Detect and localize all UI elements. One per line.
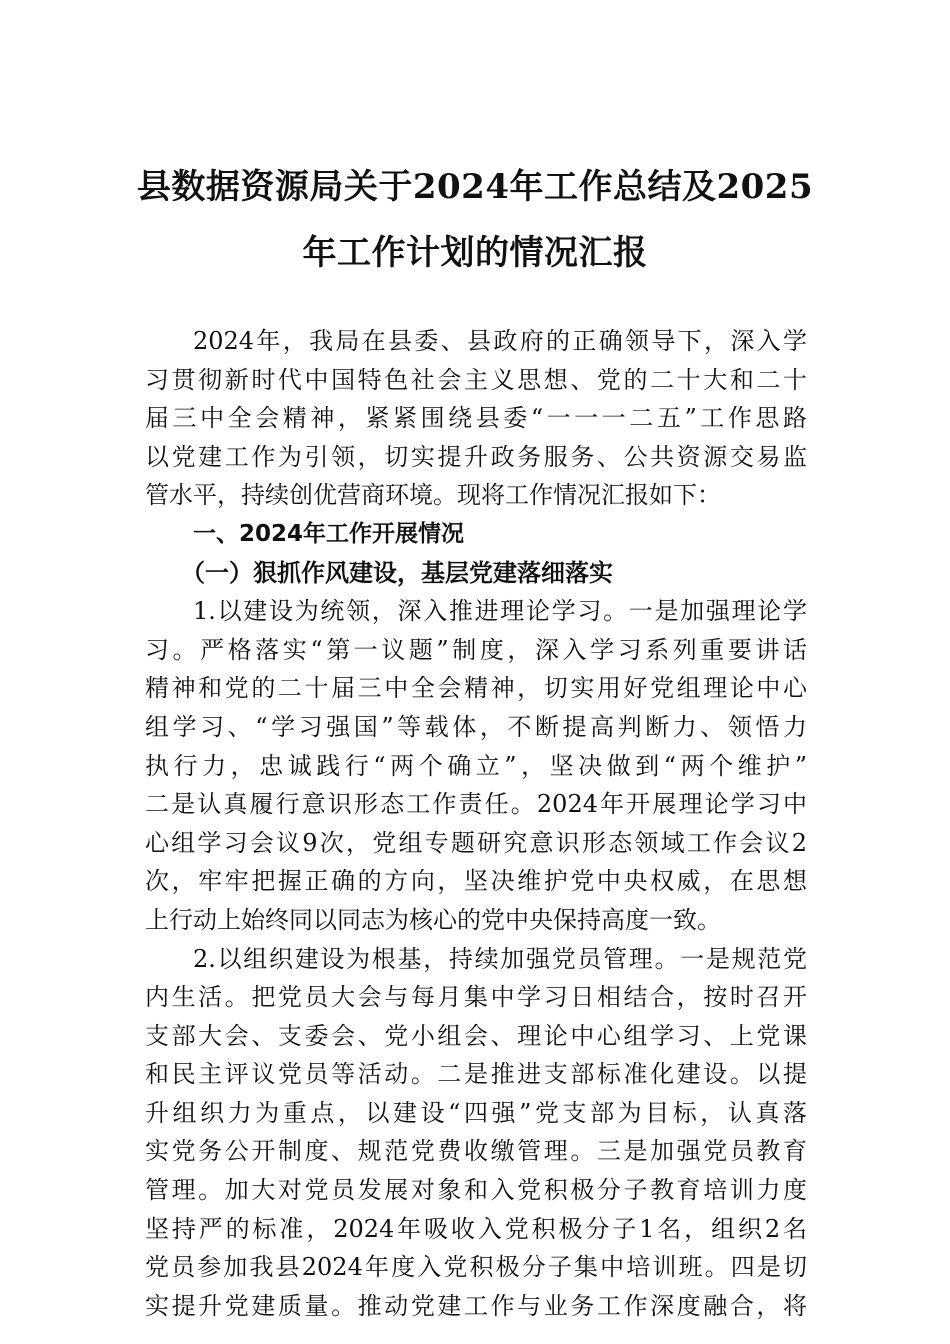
paragraph-line: 管水平，持续创优营商环境。现将工作情况汇报如下： — [145, 481, 721, 510]
paragraph-line: 以党建工作为引领，切实提升政务服务、公共资源交易监 — [145, 442, 807, 471]
section-heading: 一、2024年工作开展情况 — [193, 520, 465, 547]
paragraph-line: 心组学习会议9次，党组专题研究意识形态领域工作会议2 — [145, 828, 807, 857]
paragraph-line: 习贯彻新时代中国特色社会主义思想、党的二十大和二十 — [145, 365, 807, 394]
paragraph-line: 党员参加我县2024年度入党积极分子集中培训班。四是切 — [145, 1253, 807, 1282]
paragraph-line: 支部大会、支委会、党小组会、理论中心组学习、上党课 — [145, 1021, 807, 1050]
paragraph-line: 实提升党建质量。推动党建工作与业务工作深度融合，将 — [145, 1291, 807, 1320]
paragraph-line: 组学习、“学习强国”等载体，不断提高判断力、领悟力 — [145, 712, 807, 741]
subsection-heading: （一）狠抓作风建设，基层党建落细落实 — [181, 557, 613, 587]
paragraph-line: 和民主评议党员等活动。二是推进支部标准化建设。以提 — [145, 1060, 807, 1089]
title-line-2: 年工作计划的情况汇报 — [302, 233, 648, 273]
paragraph-line: 管理。加大对党员发展对象和入党积极分子教育培训力度 — [145, 1176, 807, 1205]
paragraph-line: 升组织力为重点，以建设“四强”党支部为目标，认真落 — [145, 1098, 807, 1127]
paragraph-line: 精神和党的二十届三中全会精神，切实用好党组理论中心 — [145, 674, 807, 703]
paragraph-line: 上行动上始终同以同志为核心的党中央保持高度一致。 — [145, 905, 721, 934]
paragraph-line: 1.以建设为统领，深入推进理论学习。一是加强理论学 — [193, 597, 807, 626]
document-title — [120, 154, 830, 286]
paragraph-line: 坚持严的标准，2024年吸收入党积极分子1名，组织2名 — [145, 1214, 807, 1243]
paragraph-line: 二是认真履行意识形态工作责任。2024年开展理论学习中 — [145, 790, 807, 819]
paragraph-line: 执行力，忠诚践行“两个确立”，坚决做到“两个维护” — [145, 751, 807, 780]
document-body — [145, 322, 807, 1325]
paragraph-line: 次，牢牢把握正确的方向，坚决维护党中央权威，在思想 — [145, 867, 807, 896]
paragraph-line: 2.以组织建设为根基，持续加强党员管理。一是规范党 — [193, 944, 807, 973]
paragraph-line: 实党务公开制度、规范党费收缴管理。三是加强党员教育 — [145, 1137, 807, 1166]
paragraph-line: 内生活。把党员大会与每月集中学习日相结合，按时召开 — [145, 983, 807, 1012]
paragraph-line: 2024年，我局在县委、县政府的正确领导下，深入学 — [193, 327, 807, 355]
paragraph-line: 习。严格落实“第一议题”制度，深入学习系列重要讲话 — [145, 635, 807, 664]
paragraph-line: 届三中全会精神，紧紧围绕县委“一一一二五”工作思路 — [145, 404, 807, 433]
title-line-1: 县数据资源局关于2024年工作总结及2025 — [136, 167, 814, 207]
